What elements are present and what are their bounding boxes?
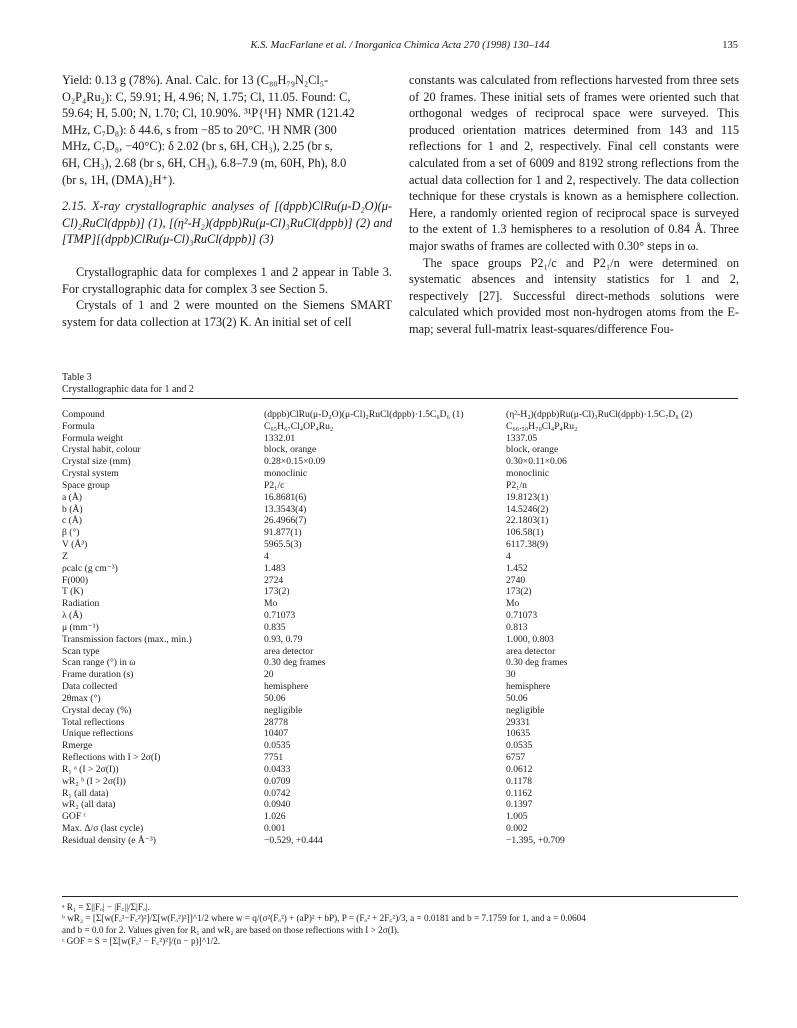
parameter-cell: Reflections with I > 2σ(I) (62, 752, 161, 764)
parameter-cell: Crystal decay (%) (62, 704, 132, 716)
table-row (62, 717, 738, 729)
complex-2-cell: 0.1162 (506, 787, 533, 799)
complex-1-cell: 0.0742 (264, 787, 291, 799)
section-heading: 2.15. X-ray crystallographic analyses of [(dppb)ClRu(μ-D₂O)(μ-Cl)₂RuCl(dppb)] (1), [(η²-H₂)(dppb)Ru(μ-Cl)₃RuCl(dppb)] (2) and [TMP][(dppb)ClRu(μ-Cl)₃RuCl(dppb)] (3) (62, 199, 392, 247)
table-bottom-rule (62, 896, 738, 897)
table-row (62, 563, 738, 575)
running-head (62, 40, 738, 56)
complex-2-cell: 4 (506, 550, 511, 562)
complex-2-cell: 0.813 (506, 621, 528, 633)
complex-2-cell: 173(2) (506, 586, 532, 598)
table-row (62, 586, 738, 598)
complex-2-cell: C₆₆.₅₀H₇₀Cl₄P₄Ru₂ (506, 420, 578, 432)
table-row (62, 622, 738, 634)
body-paragraph: The space groups P2₁/c and P2₁/n were determined on systematic absences and intensity statistics for 1 and 2, respectively [27]. Successful direct-methods solutions were calculated which provided most non-hydrogen atoms from the E-map; several full-matrix least-squares/difference Fou- (409, 255, 739, 336)
table-row (62, 788, 738, 800)
table-row (62, 634, 738, 646)
complex-1-cell: area detector (264, 645, 314, 657)
complex-1-cell: 0.28×0.15×0.09 (264, 456, 326, 468)
complex-1-cell: 13.3543(4) (264, 503, 307, 515)
complex-2-cell: 29331 (506, 716, 530, 728)
complex-1-cell: 0.835 (264, 621, 286, 633)
parameter-cell: Max. Δ/σ (last cycle) (62, 822, 144, 834)
complex-2-cell: 50.06 (506, 692, 528, 704)
parameter-cell: a (Å) (62, 491, 82, 503)
complex-1-cell: block, orange (264, 444, 317, 456)
complex-1-cell: −0.529, +0.444 (264, 834, 323, 846)
page-number: 135 (722, 40, 738, 51)
parameter-cell: Frame duration (s) (62, 669, 134, 681)
complex-2-cell: 0.30×0.11×0.06 (506, 456, 567, 468)
table-row (62, 835, 738, 847)
right-column (409, 72, 739, 338)
parameter-cell: Formula (62, 420, 95, 432)
complex-1-cell: (dppb)ClRu(μ-D₂O)(μ-Cl)₂RuCl(dppb)·1.5C₆D₆ (1) (264, 409, 464, 420)
table-row (62, 705, 738, 717)
table-row (62, 515, 738, 527)
complex-1-cell: 0.0709 (264, 775, 291, 787)
complex-1-cell: negligible (264, 704, 303, 716)
complex-1-cell: P2₁/c (264, 479, 285, 491)
parameter-cell: Compound (62, 409, 105, 420)
complex-1-cell: 173(2) (264, 586, 290, 598)
footnote: ᵃ R₁ = Σ||Fₒ| − |F꜀||/Σ|Fₒ|. (62, 902, 150, 912)
complex-2-cell: 1337.05 (506, 432, 538, 444)
parameter-cell: R₁ (all data) (62, 787, 109, 799)
text-line: 6H, CH₃), 2.68 (br s, 6H, CH₃), 6.8–7.9 (m, 60H, Ph), 8.0 (62, 155, 347, 170)
parameter-cell: c (Å) (62, 515, 82, 527)
parameter-cell: Crystal system (62, 468, 119, 480)
parameter-cell: Rmerge (62, 740, 93, 752)
complex-1-cell: 0.30 deg frames (264, 657, 326, 669)
table-row (62, 456, 738, 468)
parameter-cell: Residual density (e Å⁻³) (62, 834, 156, 846)
table-row (62, 539, 738, 551)
table-row (62, 681, 738, 693)
parameter-cell: R₁ ᵃ (I > 2σ(I)) (62, 763, 119, 775)
footnote: ᵇ wR₂ = [Σ[w(Fₒ²−F꜀²)²]/Σ[w(Fₒ²)²]]^1/2 where w = q/(σ²(Fₒ²) + (aP)² + bP), P = (Fₒ² + 2F꜀²)/3, a = 0.0181 and b = 7.1759 for 1, and a = 0.0604 (62, 913, 586, 924)
left-column (62, 72, 392, 330)
complex-1-cell: Mo (264, 598, 278, 610)
table-row (62, 811, 738, 823)
parameter-cell: β (°) (62, 527, 80, 539)
parameter-cell: λ (Å) (62, 610, 83, 622)
complex-1-cell: 2724 (264, 574, 284, 586)
text-line: MHz, C₇D₈): δ 44.6, s from −85 to 20°C. ¹H NMR (300 (62, 122, 337, 137)
body-paragraph: Crystals of 1 and 2 were mounted on the Siemens SMART system for data collection at 173(2) K. An initial set of cell (62, 298, 392, 329)
complex-1-cell: 91.877(1) (264, 527, 302, 539)
complex-2-cell: 1.000, 0.803 (506, 633, 554, 645)
parameter-cell: Data collected (62, 681, 118, 693)
text-line: (br s, 1H, (DMA)₂H⁺). (62, 172, 176, 187)
table-row (62, 492, 738, 504)
complex-2-cell: 1.452 (506, 562, 528, 574)
table-row (62, 693, 738, 705)
parameter-cell: Transmission factors (max., min.) (62, 633, 192, 645)
text-line: MHz, C₇D₈, −40°C): δ 2.02 (br s, 6H, CH₃), 2.25 (br s, (62, 139, 333, 154)
parameter-cell: Crystal habit, colour (62, 444, 141, 456)
complex-2-cell: 1.005 (506, 811, 528, 823)
complex-2-cell: 10635 (506, 728, 530, 740)
complex-2-cell: 30 (506, 669, 516, 681)
complex-1-cell: 0.0940 (264, 799, 291, 811)
table-row (62, 752, 738, 764)
footnote: ᶜ GOF = S = [Σ[w(Fₒ² − F꜀²)²]/(n − p)]^1/2. (62, 936, 221, 947)
complex-1-cell: C₆₅H₆₇Cl₄OP₄Ru₂ (264, 420, 334, 432)
parameter-cell: Radiation (62, 598, 100, 610)
yield-paragraph (62, 72, 392, 188)
crystallographic-data-table (62, 409, 738, 847)
complex-2-cell: (η²-H₂)(dppb)Ru(μ-Cl)₃RuCl(dppb)·1.5C₇D₈ (2) (506, 409, 693, 420)
complex-1-cell: 4 (264, 550, 269, 562)
complex-1-cell: 50.06 (264, 692, 286, 704)
complex-2-cell: 6757 (506, 752, 526, 764)
table-row (62, 646, 738, 658)
complex-2-cell: block, orange (506, 444, 559, 456)
parameter-cell: Total reflections (62, 716, 125, 728)
complex-2-cell: P2₁/n (506, 479, 527, 491)
complex-1-cell: 7751 (264, 752, 284, 764)
parameter-cell: Space group (62, 479, 110, 491)
complex-1-cell: 0.93, 0.79 (264, 633, 303, 645)
text-line: O₂P₄Ru₂): C, 59.91; H, 4.96; N, 1.75; Cl, 11.05. Found: C, (62, 89, 351, 104)
complex-2-cell: area detector (506, 645, 556, 657)
parameter-cell: μ (mm⁻¹) (62, 621, 99, 633)
parameter-cell: Unique reflections (62, 728, 134, 740)
complex-2-cell: negligible (506, 704, 545, 716)
complex-1-cell: 26.4966(7) (264, 515, 307, 527)
parameter-cell: T (K) (62, 586, 84, 598)
table-row (62, 728, 738, 740)
table-row (62, 433, 738, 445)
parameter-cell: ρcalc (g cm⁻³) (62, 562, 118, 574)
complex-1-cell: 16.8681(6) (264, 491, 307, 503)
table-row (62, 764, 738, 776)
complex-2-cell: hemisphere (506, 681, 551, 693)
table-row (62, 610, 738, 622)
complex-2-cell: 0.1397 (506, 799, 533, 811)
text-line: 59.64; H, 5.00; N, 1.70; Cl, 10.90%. ³¹P{¹H} NMR (121.42 (62, 106, 355, 121)
complex-1-cell: 0.0433 (264, 763, 291, 775)
complex-1-cell: hemisphere (264, 681, 309, 693)
parameter-cell: Scan type (62, 645, 100, 657)
table-row (62, 409, 738, 421)
complex-2-cell: 0.30 deg frames (506, 657, 568, 669)
complex-2-cell: 22.1803(1) (506, 515, 549, 527)
complex-2-cell: 0.002 (506, 822, 528, 834)
body-paragraph: Crystallographic data for complexes 1 and 2 appear in Table 3. For crystallographic data for complex 3 see Section 5. (62, 264, 392, 296)
complex-2-cell: 6117.38(9) (506, 539, 549, 551)
complex-2-cell: monoclinic (506, 468, 550, 480)
complex-1-cell: 1.483 (264, 562, 286, 574)
complex-2-cell: 0.71073 (506, 610, 538, 622)
table-row (62, 598, 738, 610)
parameter-cell: wR₂ (all data) (62, 799, 116, 811)
parameter-cell: b (Å) (62, 503, 83, 515)
complex-1-cell: 1.026 (264, 811, 286, 823)
parameter-cell: V (Å³) (62, 539, 88, 551)
table-row (62, 799, 738, 811)
complex-1-cell: 20 (264, 669, 274, 681)
table-title: Crystallographic data for 1 and 2 (62, 384, 194, 395)
table-row (62, 468, 738, 480)
table-row (62, 740, 738, 752)
complex-2-cell: 0.1178 (506, 775, 533, 787)
table-row (62, 657, 738, 669)
parameter-cell: Scan range (°) in ω (62, 657, 136, 669)
complex-2-cell: 2740 (506, 574, 526, 586)
parameter-cell: wR₂ ᵇ (I > 2σ(I)) (62, 775, 126, 787)
table-row (62, 551, 738, 563)
complex-2-cell: −1.395, +0.709 (506, 834, 565, 846)
table-label: Table 3 (62, 372, 92, 383)
complex-1-cell: 0.001 (264, 822, 286, 834)
complex-2-cell: 19.8123(1) (506, 491, 549, 503)
table-top-rule (62, 398, 738, 399)
parameter-cell: Formula weight (62, 432, 124, 444)
parameter-cell: GOF ᶜ (62, 811, 87, 823)
complex-1-cell: 10407 (264, 728, 288, 740)
complex-2-cell: 0.0612 (506, 763, 533, 775)
parameter-cell: Crystal size (mm) (62, 456, 131, 468)
running-title: K.S. MacFarlane et al. / Inorganica Chimica Acta 270 (1998) 130–144 (250, 40, 550, 51)
table-row (62, 776, 738, 788)
complex-2-cell: 14.5246(2) (506, 503, 549, 515)
complex-2-cell: Mo (506, 598, 520, 610)
footnote: and b = 0.0 for 2. Values given for R₁ and wR₂ are based on those reflections with I > 2σ(I). (62, 924, 400, 935)
table-row (62, 669, 738, 681)
parameter-cell: F(000) (62, 574, 89, 586)
parameter-cell: Z (62, 550, 68, 562)
complex-1-cell: 28778 (264, 716, 288, 728)
table-row (62, 504, 738, 516)
complex-1-cell: 0.71073 (264, 610, 296, 622)
table-row (62, 823, 738, 835)
table-row (62, 575, 738, 587)
table-row (62, 527, 738, 539)
complex-1-cell: 1332.01 (264, 432, 296, 444)
table-row (62, 480, 738, 492)
text-line: Yield: 0.13 g (78%). Anal. Calc. for 13 (C₈₀H₇₉N₂Cl₅- (62, 73, 329, 87)
table-footnotes (62, 902, 738, 948)
complex-2-cell: 106.58(1) (506, 527, 544, 539)
table-caption (62, 372, 194, 396)
table-row (62, 421, 738, 433)
table-row (62, 444, 738, 456)
parameter-cell: 2θmax (°) (62, 692, 101, 704)
complex-1-cell: 0.0535 (264, 740, 291, 752)
complex-1-cell: monoclinic (264, 468, 308, 480)
complex-1-cell: 5965.5(3) (264, 539, 302, 551)
complex-2-cell: 0.0535 (506, 740, 533, 752)
body-paragraph: constants was calculated from reflections harvested from three sets of 20 frames. These initial sets of frames were oriented such that orthogonal wedges of reciprocal space were surveyed. This produced orientation matrices determined from 143 and 115 reflections for 1 and 2, respectively. Final cell constants were calculated from a set of 6009 and 8192 strong reflections from the actual data collection for 1 and 2, respectively. The data collection technique for these crystals is known as a hemisphere collection. Here, a randomly oriented region of reciprocal space is surveyed to the extent of 1.3 hemispheres to a resolution of 0.84 Å. Three major swaths of frames are collected with 0.30° steps in ω. (409, 73, 739, 253)
